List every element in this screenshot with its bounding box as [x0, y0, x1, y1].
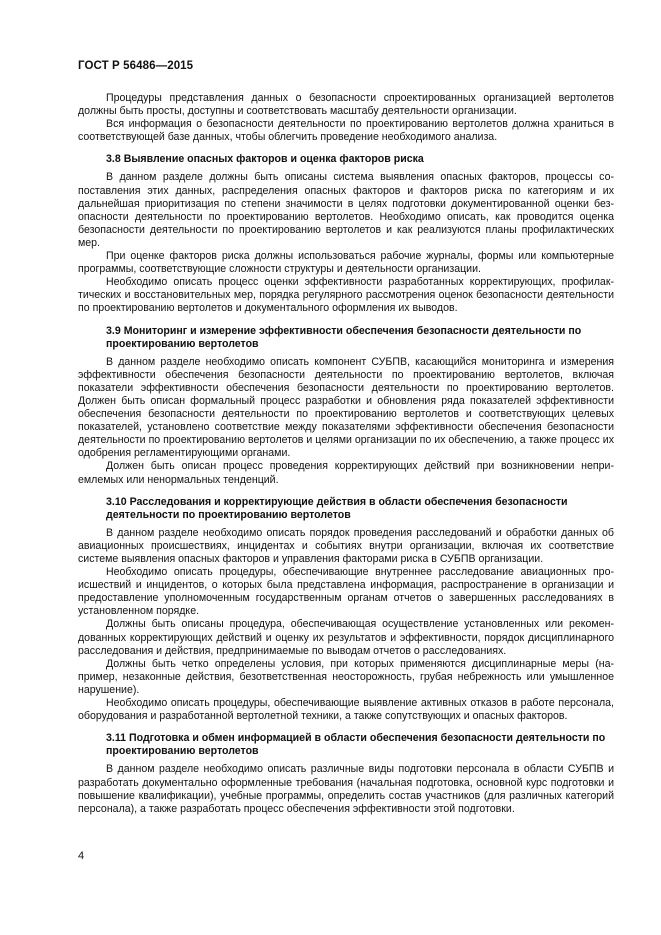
- body-paragraph: Необходимо описать процедуры, обеспечивающие внутреннее расследование авиационных происшествий и инцидентов, о которых была представлена информация, распространение в организации и предоставление уполномоченным государственным органам отчетов о завершенных расследованиях в установленном порядке.: [78, 566, 614, 618]
- section-number: 3.8: [106, 153, 121, 166]
- section-title: Подготовка и обмен информацией в области обеспечения безопасности деятельности по проектированию вертолетов: [106, 732, 606, 758]
- body-paragraph: При оценке факторов риска должны использоваться рабочие журналы, формы или компьютерные программы, соответствующие сложности структуры и деятельности организации.: [78, 250, 614, 276]
- body-paragraph: Должен быть описан процесс проведения корректирующих действий при возникновении неприемлемых или ненормальных тенденций.: [78, 460, 614, 486]
- body-paragraph: В данном разделе необходимо описать компонент СУБПВ, касающийся мониторинга и измерения эффективности обеспечения безопасности деятельности по проектированию вертолетов, включая показатели эффективности обеспечения безопасности деятельности по проектированию вертолетов. Должен быть описан формальный процесс разработки и обновления ряда показателей эффективности обеспечения безопасности деятельности по проектированию вертолетов и соответствующих целевых показателей, установлено соответствие между показателями эффективности обеспечения безопасности деятельности по проектированию вертолетов и целями организации по их обеспечению, а также процесс их одобрения регламентирующими органами.: [78, 355, 614, 460]
- section-number: 3.9: [106, 324, 121, 337]
- document-body: [78, 92, 614, 816]
- section-title: Мониторинг и измерение эффективности обеспечения безопасности деятельности по проектированию вертолетов: [106, 324, 582, 350]
- section-number: 3.11: [106, 732, 127, 745]
- page-number: 4: [78, 850, 85, 862]
- body-paragraph: Должны быть описаны процедура, обеспечивающая осуществление установленных или рекомендованных корректирующих действий и оценку их результатов и эффективности, порядок дисциплинарного расследования и действия, предпринимаемые по выводам отчетов о расследованиях.: [78, 618, 614, 657]
- section-title: Расследования и корректирующие действия в области обеспечения безопасности деятельности по проектированию вертолетов: [106, 495, 568, 521]
- body-paragraph: Необходимо описать процесс оценки эффективности разработанных корректирующих, профилактических и восстановительных мер, порядка регулярного рассмотрения оценок безопасности деятельности по проектированию вертолетов и документального оформления их выводов.: [78, 276, 614, 315]
- section-heading: [78, 325, 614, 351]
- body-paragraph: В данном разделе должны быть описаны система выявления опасных факторов, процессы сопоставления этих данных, распределения опасных факторов и факторов риска по категориям и их дальнейшая приоритизация по степени значимости в целях подготовки документированной оценки безопасности деятельности по проектированию вертолетов. Необходимо описать, как проводится оценка безопасности деятельности по проектированию вертолетов и как реализуются планы профилактических мер.: [78, 171, 614, 249]
- body-paragraph: Процедуры представления данных о безопасности спроектированных организацией вертолетов должны быть просты, доступны и соответствовать масштабу деятельности организации.: [78, 92, 614, 118]
- standard-designation: ГОСТ Р 56486—2015: [78, 60, 194, 72]
- section-title: Выявление опасных факторов и оценка факторов риска: [123, 153, 424, 166]
- section-heading: [78, 496, 614, 522]
- section-heading: [78, 732, 614, 758]
- section-heading: [78, 153, 614, 166]
- body-paragraph: В данном разделе необходимо описать порядок проведения расследований и обработки данных об авиационных происшествиях, инцидентах и событиях внутри организации, включая их соответствие системе выявления опасных факторов и управления факторами риска в СУБПВ организации.: [78, 526, 614, 565]
- body-paragraph: Вся информация о безопасности деятельности по проектированию вертолетов должна храниться в соответствующей базе данных, чтобы облегчить проведение необходимого анализа.: [78, 118, 614, 144]
- body-paragraph: Необходимо описать процедуры, обеспечивающие выявление активных отказов в работе персонала, оборудования и разработанной вертолетной техники, а также сопутствующих и опасных факторов.: [78, 697, 614, 723]
- section-number: 3.10: [106, 495, 127, 508]
- body-paragraph: В данном разделе необходимо описать различные виды подготовки персонала в области СУБПВ и разработать документально оформленные требования (начальная подготовка, основной курс подготовки и повышение квалификации), учебные программы, определить состав участников (для различных категорий персонала), а также разработать процесс обеспечения эффективности этой подготовки.: [78, 763, 614, 815]
- body-paragraph: Должны быть четко определены условия, при которых применяются дисциплинарные меры (например, незаконные действия, безответственная неосторожность, грубая небрежность или умышленное нарушение).: [78, 657, 614, 696]
